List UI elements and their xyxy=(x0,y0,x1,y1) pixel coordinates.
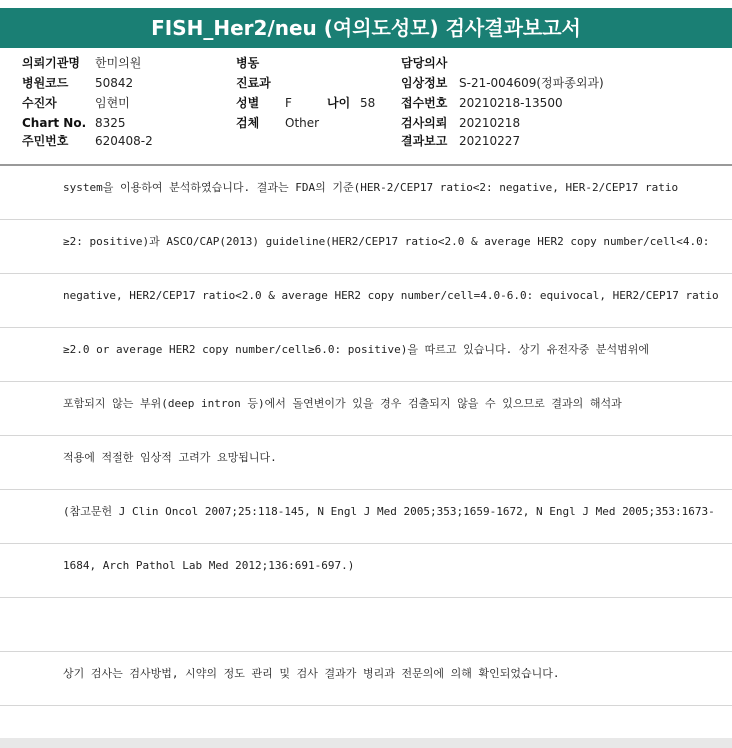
result-report-label: 결과보고 xyxy=(401,134,448,148)
report-line xyxy=(0,382,732,436)
info-row-1 xyxy=(0,54,732,72)
specimen-label: 검체 xyxy=(236,116,260,130)
report-body xyxy=(0,166,732,706)
chart-no-label: Chart No. xyxy=(22,116,87,130)
patient-info-section xyxy=(0,52,732,164)
report-title: FISH_Her2/neu (여의도성모) 검사결과보고서 xyxy=(0,8,732,48)
report-line-blank xyxy=(0,598,732,652)
receipt-no-value: 20210218-13500 xyxy=(459,96,563,110)
report-line xyxy=(0,544,732,598)
info-row-4 xyxy=(0,114,732,132)
report-line-text: 상기 검사는 검사방법, 시약의 정도 관리 및 검사 결과가 병리과 전문의에 의해 확인되었습니다. xyxy=(63,667,560,680)
info-row-3 xyxy=(0,94,732,112)
hospital-code-label: 병원코드 xyxy=(22,76,69,90)
report-line xyxy=(0,490,732,544)
clinical-info-label: 임상정보 xyxy=(401,76,448,90)
info-row-5 xyxy=(0,132,732,150)
result-report-value: 20210227 xyxy=(459,134,521,148)
specimen-value: Other xyxy=(285,116,320,130)
report-line-text: 포함되지 않는 부위(deep intron 등)에서 돌연변이가 있을 경우 검출되지 않을 수 있으므로 결과의 해석과 xyxy=(63,397,622,410)
department-label: 진료과 xyxy=(236,76,271,90)
age-value: 58 xyxy=(360,96,376,110)
recipient-label: 수진자 xyxy=(22,96,57,110)
report-line-text: system을 이용하여 분석하였습니다. 결과는 FDA의 기준(HER-2/CEP17 ratio<2: negative, HER-2/CEP17 ratio xyxy=(63,181,679,194)
report-line xyxy=(0,274,732,328)
page-bottom-band xyxy=(0,738,732,748)
report-line xyxy=(0,436,732,490)
receipt-no-label: 접수번호 xyxy=(401,96,448,110)
clinical-info-value: S-21-004609(정파종외과) xyxy=(459,76,604,90)
report-line xyxy=(0,328,732,382)
doctor-label: 담당의사 xyxy=(401,56,448,70)
test-request-label: 검사의뢰 xyxy=(401,116,448,130)
resident-no-value: 620408-2 xyxy=(95,134,153,148)
report-line-text: (참고문헌 J Clin Oncol 2007;25:118-145, N Engl J Med 2005;353;1659-1672, N Engl J Med 2005;353:1673- xyxy=(63,505,715,518)
report-line xyxy=(0,166,732,220)
test-request-value: 20210218 xyxy=(459,116,521,130)
report-line-text: ≥2.0 or average HER2 copy number/cell≥6.0: positive)을 따르고 있습니다. 상기 유전자중 분석범위에 xyxy=(63,343,650,356)
recipient-value: 임현미 xyxy=(95,96,130,110)
sex-label: 성별 xyxy=(236,96,260,110)
resident-no-label: 주민번호 xyxy=(22,134,69,148)
hospital-code-value: 50842 xyxy=(95,76,134,90)
report-line xyxy=(0,220,732,274)
info-row-2 xyxy=(0,74,732,92)
ward-label: 병동 xyxy=(236,56,260,70)
requesting-institution-label: 의뢰기관명 xyxy=(22,56,80,70)
chart-no-value: 8325 xyxy=(95,116,126,130)
report-line-text: negative, HER2/CEP17 ratio<2.0 & average HER2 copy number/cell=4.0-6.0: equivocal, HER2/CEP17 ratio xyxy=(63,289,719,302)
sex-value: F xyxy=(285,96,292,110)
age-label: 나이 xyxy=(327,96,351,110)
report-line-text: ≥2: positive)과 ASCO/CAP(2013) guideline(HER2/CEP17 ratio<2.0 & average HER2 copy number/cell<4.0: xyxy=(63,235,710,248)
requesting-institution-value: 한미의원 xyxy=(95,56,142,70)
report-line xyxy=(0,652,732,706)
report-line-text: 적용에 적절한 임상적 고려가 요망됩니다. xyxy=(63,451,277,464)
report-line-text: 1684, Arch Pathol Lab Med 2012;136:691-697.) xyxy=(63,559,355,572)
